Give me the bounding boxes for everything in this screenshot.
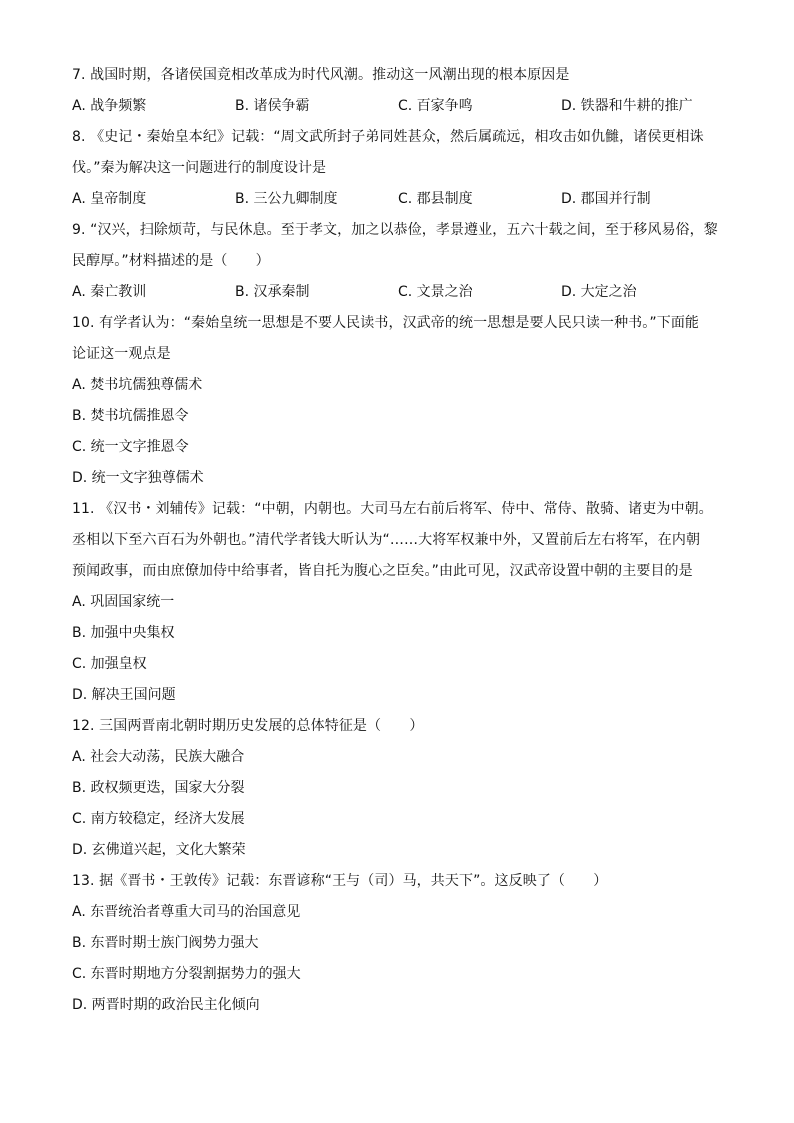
- question-stem-line: 预闻政事，而由庶僚加侍中给事者，皆自托为腹心之臣矣。”由此可见，汉武帝设置中朝的主要目的是: [72, 563, 693, 579]
- question-stem-line: 10. 有学者认为：“秦始皇统一思想是不要人民读书，汉武帝的统一思想是要人民只读一种书。”下面能: [72, 315, 700, 331]
- question-stem-line: 13. 据《晋书・王敦传》记载：东晋谚称“王与（司）马，共天下”。这反映了（ ）: [72, 873, 608, 889]
- question-stem-line: 8. 《史记・秦始皇本纪》记载：“周文武所封子弟同姓甚众，然后属疏远，相攻击如仇雠，诸侯更相诛: [72, 129, 704, 145]
- answer-option[interactable]: A. 皇帝制度: [72, 191, 147, 207]
- answer-option[interactable]: A. 焚书坑儒独尊儒术: [72, 377, 203, 393]
- answer-option[interactable]: D. 解决王国问题: [72, 687, 176, 703]
- answer-option[interactable]: C. 加强皇权: [72, 656, 147, 672]
- answer-option[interactable]: A. 东晋统治者尊重大司马的治国意见: [72, 904, 301, 920]
- answer-option[interactable]: B. 汉承秦制: [235, 284, 310, 300]
- answer-option[interactable]: A. 战争频繁: [72, 98, 147, 114]
- answer-option[interactable]: D. 铁器和牛耕的推广: [561, 98, 693, 114]
- answer-option[interactable]: D. 大定之治: [561, 284, 637, 300]
- answer-option[interactable]: C. 东晋时期地方分裂割据势力的强大: [72, 966, 301, 982]
- answer-option[interactable]: D. 统一文字独尊儒术: [72, 470, 204, 486]
- question-stem-line: 民醇厚。”材料描述的是（ ）: [72, 253, 270, 269]
- question-stem-line: 11. 《汉书・刘辅传》记载：“中朝，内朝也。大司马左右前后将军、侍中、常侍、散骑、诸吏为中朝。: [72, 501, 713, 517]
- answer-option[interactable]: B. 诸侯争霸: [235, 98, 310, 114]
- question-stem-line: 12. 三国两晋南北朝时期历史发展的总体特征是（ ）: [72, 718, 424, 734]
- question-stem-line: 伐。”秦为解决这一问题进行的制度设计是: [72, 160, 327, 176]
- question-9: [72, 215, 726, 308]
- question-8: [72, 122, 726, 215]
- answer-option[interactable]: B. 三公九卿制度: [235, 191, 338, 207]
- question-stem-line: 7. 战国时期，各诸侯国竞相改革成为时代风潮。推动这一风潮出现的根本原因是: [72, 67, 570, 83]
- answer-option[interactable]: B. 加强中央集权: [72, 625, 175, 641]
- answer-option[interactable]: A. 巩固国家统一: [72, 594, 175, 610]
- answer-option[interactable]: A. 社会大动荡，民族大融合: [72, 749, 245, 765]
- answer-option[interactable]: D. 郡国并行制: [561, 191, 651, 207]
- answer-option[interactable]: C. 统一文字推恩令: [72, 439, 189, 455]
- answer-option[interactable]: C. 郡县制度: [398, 191, 473, 207]
- options-row: [72, 184, 726, 215]
- question-stem-line: 9. “汉兴，扫除烦苛，与民休息。至于孝文，加之以恭俭，孝景遵业，五六十载之间，至于移风易俗，黎: [72, 222, 718, 238]
- answer-option[interactable]: D. 两晋时期的政治民主化倾向: [72, 997, 260, 1013]
- question-stem-line: 丞相以下至六百石为外朝也。”清代学者钱大昕认为“……大将军权兼中外，又置前后左右将军，在内朝: [72, 532, 701, 548]
- answer-option[interactable]: B. 东晋时期士族门阀势力强大: [72, 935, 259, 951]
- question-12: [72, 711, 726, 866]
- question-stem-line: 论证这一观点是: [72, 346, 171, 362]
- answer-option[interactable]: A. 秦亡教训: [72, 284, 147, 300]
- exam-page: [72, 60, 726, 1021]
- answer-option[interactable]: C. 百家争鸣: [398, 98, 473, 114]
- answer-option[interactable]: C. 文景之治: [398, 284, 473, 300]
- question-11: [72, 494, 726, 711]
- answer-option[interactable]: C. 南方较稳定，经济大发展: [72, 811, 245, 827]
- answer-option[interactable]: D. 玄佛道兴起，文化大繁荣: [72, 842, 246, 858]
- answer-option[interactable]: B. 政权频更迭，国家大分裂: [72, 780, 245, 796]
- answer-option[interactable]: B. 焚书坑儒推恩令: [72, 408, 189, 424]
- question-10: [72, 308, 726, 494]
- question-7: [72, 60, 726, 122]
- question-13: [72, 866, 726, 1021]
- options-row: [72, 91, 726, 122]
- options-row: [72, 277, 726, 308]
